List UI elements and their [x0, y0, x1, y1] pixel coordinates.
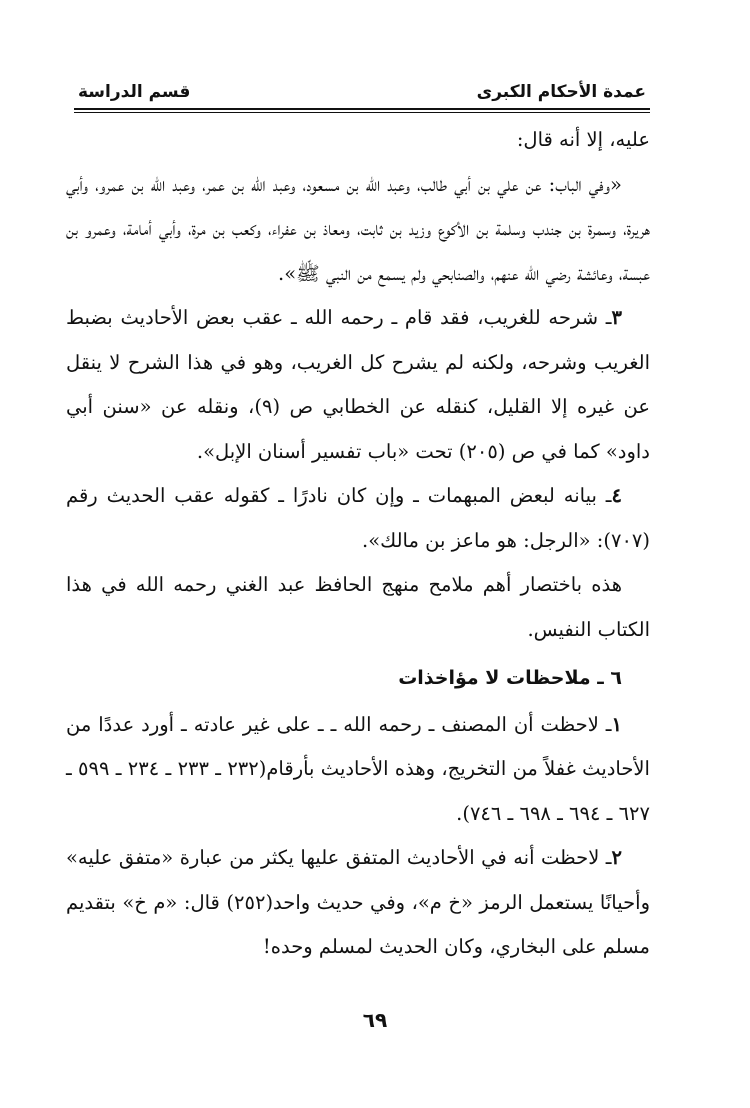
- book-title: عمدة الأحكام الكبرى: [476, 82, 646, 102]
- header-rule: [74, 108, 650, 110]
- header-rule-thin: [74, 112, 650, 113]
- point-text: ـ بيانه لبعض المبهمات ـ وإن كان نادرًا ـ كقوله عقب الحديث رقم (٧٠٧): «الرجل: هو ماعز بن مالك».: [66, 484, 650, 552]
- body-text: [66, 118, 650, 970]
- note-text: ـ لاحظت أنه في الأحاديث المتفق عليها يكثر من عبارة «متفق عليه» وأحيانًا يستعمل الرمز «خ م»، وفي حديث واحد(٢٥٢) قال: «م خ» بتقديم مسلم على البخاري، وكان الحديث لمسلم وحده!: [66, 846, 650, 958]
- section-title: قسم الدراسة: [78, 82, 191, 102]
- point-text: ـ شرحه للغريب، فقد قام ـ رحمه الله ـ عقب بعض الأحاديث بضبط الغريب وشرحه، ولكنه لم يشرح كل الغريب، وهو في هذا الشرح لا ينقل عن غيره إلا القليل، كنقله عن الخطابي ص (٩)، ونقله عن «سنن أبي داود» كما في ص (٢٠٥) تحت «باب تفسير أسنان الإبل».: [66, 306, 650, 463]
- running-header: [78, 68, 646, 102]
- paragraph-quotation: «وفي الباب: عن علي بن أبي طالب، وعبد الله بن مسعود، وعبد الله بن عمر، وعبد الله بن عمرو، وأبي هريرة، وسمرة بن جندب وسلمة بن الأكوع وزيد بن ثابت، ومعاذ بن عفراء، وكعب بن مرة، وأبي أمامة، وعمرو بن عبسة، وعائشة رضي الله عنهم، والصنابحي ولم يسمع من النبي ﷺ».: [66, 172, 650, 285]
- paragraph-point-3: [66, 296, 650, 474]
- paragraph-summary: هذه باختصار أهم ملامح منهج الحافظ عبد الغني رحمه الله في هذا الكتاب النفيس.: [66, 573, 650, 641]
- point-number: ٤: [611, 484, 622, 507]
- paragraph-continuation: عليه، إلا أنه قال:: [516, 128, 650, 151]
- note-number: ١: [611, 712, 622, 736]
- paragraph-point-4: [66, 474, 650, 563]
- note-number: ٢: [611, 846, 622, 869]
- page-number: ٦٩: [362, 1008, 388, 1032]
- note-text: ـ لاحظت أن المصنف ـ رحمه الله ـ ـ على غير عادته ـ أورد عددًا من الأحاديث غفلاً من التخريج، وهذه الأحاديث بأرقام(٢٣٢ ـ ٢٣٣ ـ ٢٣٤ ـ ٥٩٩ ـ ٦٢٧ ـ ٦٩٤ ـ ٦٩٨ ـ ٧٤٦).: [66, 712, 650, 825]
- paragraph-note-1: [66, 703, 650, 837]
- paragraph-note-2: [66, 836, 650, 970]
- section-heading: ٦ ـ ملاحظات لا مؤاخذات: [398, 667, 622, 689]
- point-number: ٣: [611, 306, 622, 329]
